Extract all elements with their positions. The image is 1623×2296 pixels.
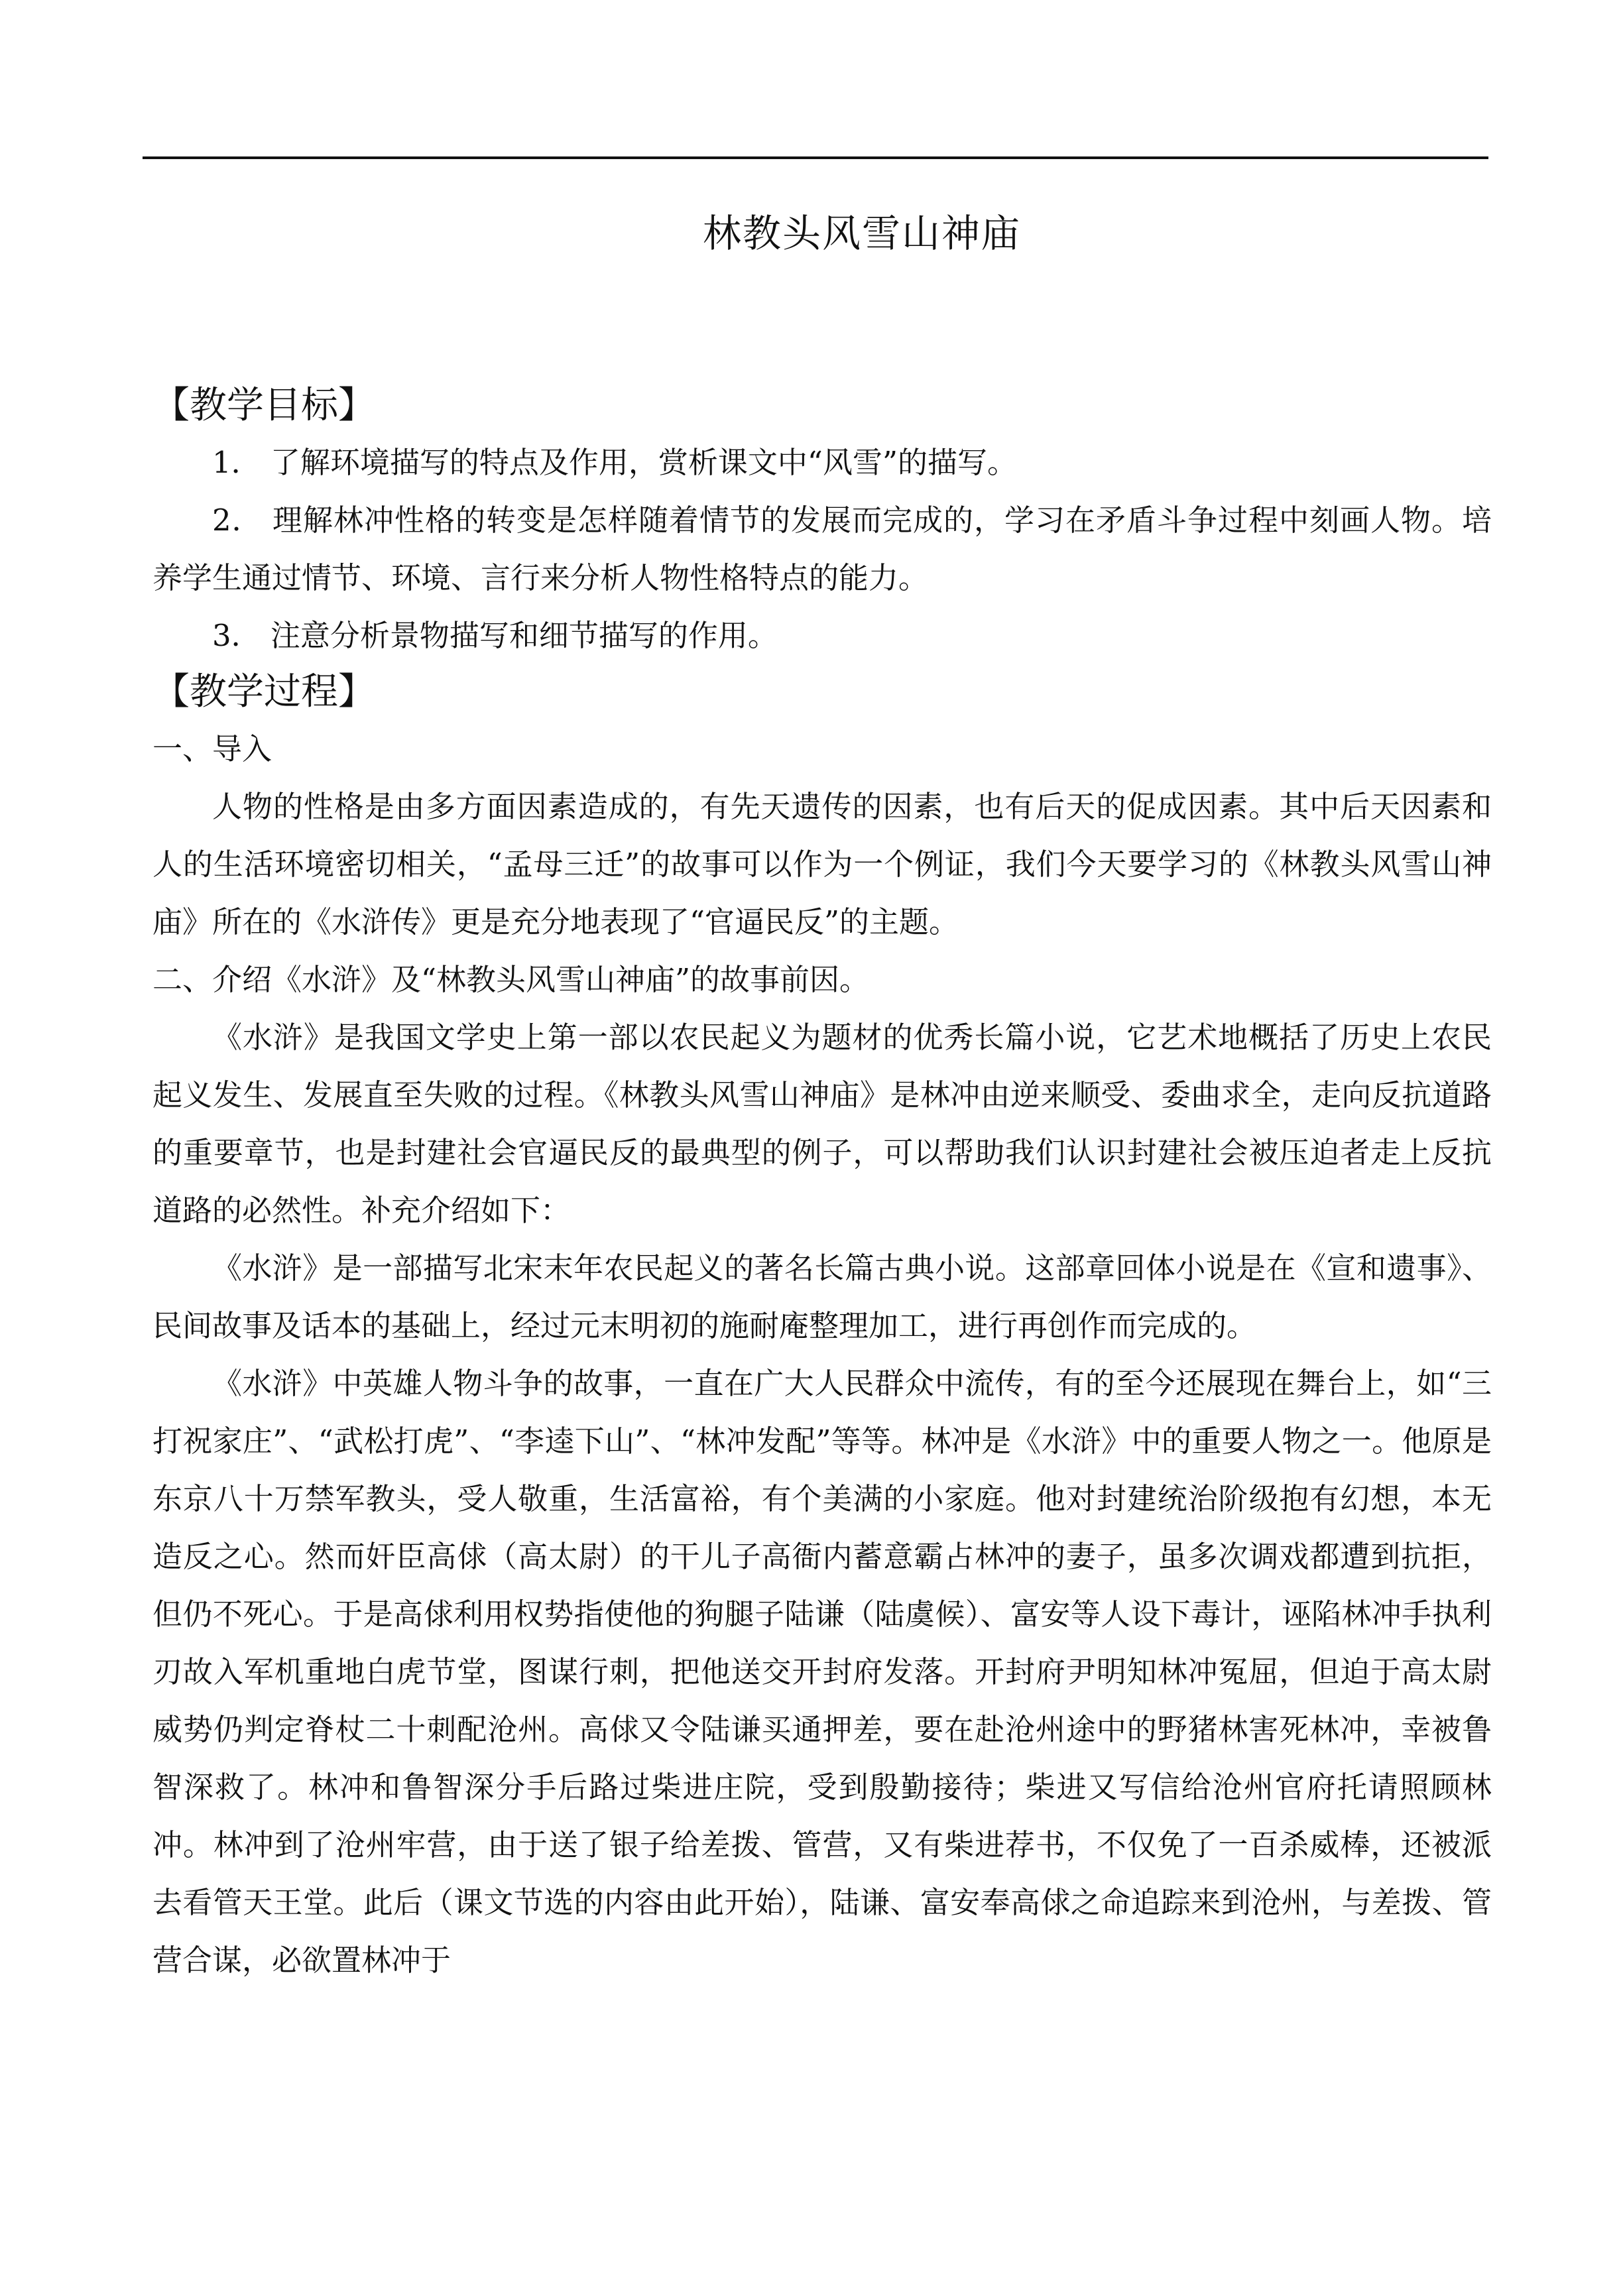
subsection-heading-intro: 一、导入 (152, 731, 272, 766)
goal-item-1: 1． 了解环境描写的特点及作用，赏析课文中“风雪”的描写。 (212, 445, 1017, 480)
document-body (152, 378, 1492, 1989)
goal-item-2: 2． 理解林冲性格的转变是怎样随着情节的发展而完成的，学习在矛盾斗争过程中刻画人物。培养学生通过情节、环境、言行来分析人物性格特点的能力。 (152, 503, 1492, 595)
section-heading: 【教学过程】 (152, 670, 375, 713)
header-rule (143, 156, 1488, 159)
goal-item-3: 3． 注意分析景物描写和细节描写的作用。 (212, 618, 778, 653)
document-title: 林教头风雪山神庙 (702, 211, 1021, 256)
section-heading: 【教学目标】 (152, 384, 375, 427)
section-teaching-process (152, 664, 1492, 1989)
paragraph: 人物的性格是由多方面因素造成的，有先天遗传的因素，也有后天的促成因素。其中后天因素和人的生活环境密切相关，“孟母三迁”的故事可以作为一个例证，我们今天要学习的《林教头风雪山神庙》所在的《水浒传》更是充分地表现了“官逼民反”的主题。 (152, 789, 1492, 939)
section-teaching-goals (152, 378, 1492, 664)
paragraph: 《水浒》中英雄人物斗争的故事，一直在广大人民群众中流传，有的至今还展现在舞台上，如“三打祝家庄”、“武松打虎”、“李逵下山”、“林冲发配”等等。林冲是《水浒》中的重要人物之一。他原是东京八十万禁军教头，受人敬重，生活富裕，有个美满的小家庭。他对封建统治阶级抱有幻想，本无造反之心。然而奸臣高俅（高太尉）的干儿子高衙内蓄意霸占林冲的妻子，虽多次调戏都遭到抗拒，但仍不死心。于是高俅利用权势指使他的狗腿子陆谦（陆虞候）、富安等人设下毒计，诬陷林冲手执利刃故入军机重地白虎节堂，图谋行刺，把他送交开封府发落。开封府尹明知林冲冤屈，但迫于高太尉威势仍判定脊杖二十刺配沧州。高俅又令陆谦买通押差，要在赴沧州途中的野猪林害死林冲，幸被鲁智深救了。林冲和鲁智深分手后路过柴进庄院，受到殷勤接待；柴进又写信给沧州官府托请照顾林冲。林冲到了沧州牢营，由于送了银子给差拨、管营，又有柴进荐书，不仅免了一百杀威棒，还被派去看管天王堂。此后（课文节选的内容由此开始），陆谦、富安奉高俅之命追踪来到沧州，与差拨、管营合谋，必欲置林冲于 (152, 1366, 1492, 1978)
subsection-heading-background: 二、介绍《水浒》及“林教头风雪山神庙”的故事前因。 (152, 962, 870, 997)
paragraph: 《水浒》是一部描写北宋末年农民起义的著名长篇古典小说。这部章回体小说是在《宣和遗事》、民间故事及话本的基础上，经过元末明初的施耐庵整理加工，进行再创作而完成的。 (152, 1250, 1492, 1343)
paragraph: 《水浒》是我国文学史上第一部以农民起义为题材的优秀长篇小说，它艺术地概括了历史上农民起义发生、发展直至失败的过程。《林教头风雪山神庙》是林冲由逆来顺受、委曲求全，走向反抗道路的重要章节，也是封建社会官逼民反的最典型的例子，可以帮助我们认识封建社会被压迫者走上反抗道路的必然性。补充介绍如下： (152, 1020, 1492, 1228)
